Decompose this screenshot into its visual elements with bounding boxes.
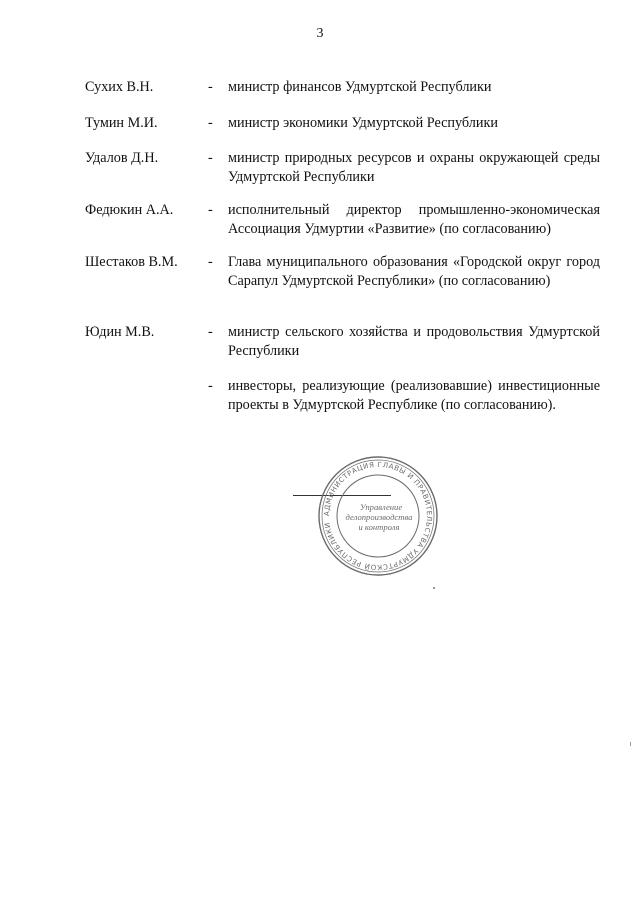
stamp-line-3: и контроля — [358, 522, 400, 532]
member-role: министр природных ресурсов и охраны окружающей среды Удмуртской Республики — [228, 150, 600, 185]
member-name: Сухих В.Н. — [85, 79, 154, 95]
member-role: инвесторы, реализующие (реализовавшие) инвестиционные проекты в Удмуртской Республике (по согласованию). — [228, 378, 600, 413]
member-dash: - — [208, 324, 213, 340]
member-dash: - — [208, 115, 213, 131]
scan-speck — [433, 587, 435, 589]
member-role: министр финансов Удмуртской Республики — [228, 79, 492, 95]
member-role: министр сельского хозяйства и продовольствия Удмуртской Республики — [228, 324, 600, 359]
member-dash: - — [208, 202, 213, 218]
stamp-line-1: Управление — [359, 502, 403, 512]
member-dash: - — [208, 150, 213, 166]
member-role: исполнительный директор промышленно-экономическая Ассоциация Удмуртии «Развитие» (по согласованию) — [228, 202, 600, 237]
member-dash: - — [208, 254, 213, 270]
stamp-outer-text: АДМИНИСТРАЦИЯ ГЛАВЫ И ПРАВИТЕЛЬСТВА УДМУРТСКОЙ РЕСПУБЛИКИ — [322, 460, 434, 572]
member-role: министр экономики Удмуртской Республики — [228, 115, 498, 131]
member-name: Тумин М.И. — [85, 115, 158, 131]
official-seal-stamp — [317, 455, 439, 577]
member-name: Юдин М.В. — [85, 324, 155, 340]
member-role: Глава муниципального образования «Городской округ город Сарапул Удмуртской Республики» (по согласованию) — [228, 254, 600, 289]
page-number: 3 — [316, 26, 324, 41]
member-name: Федюкин А.А. — [85, 202, 174, 218]
scan-speck — [630, 742, 631, 746]
member-dash: - — [208, 79, 213, 95]
member-name: Шестаков В.М. — [85, 254, 178, 270]
member-name: Удалов Д.Н. — [85, 150, 159, 166]
member-dash: - — [208, 378, 213, 394]
stamp-line-2: делопроизводства — [345, 512, 413, 522]
